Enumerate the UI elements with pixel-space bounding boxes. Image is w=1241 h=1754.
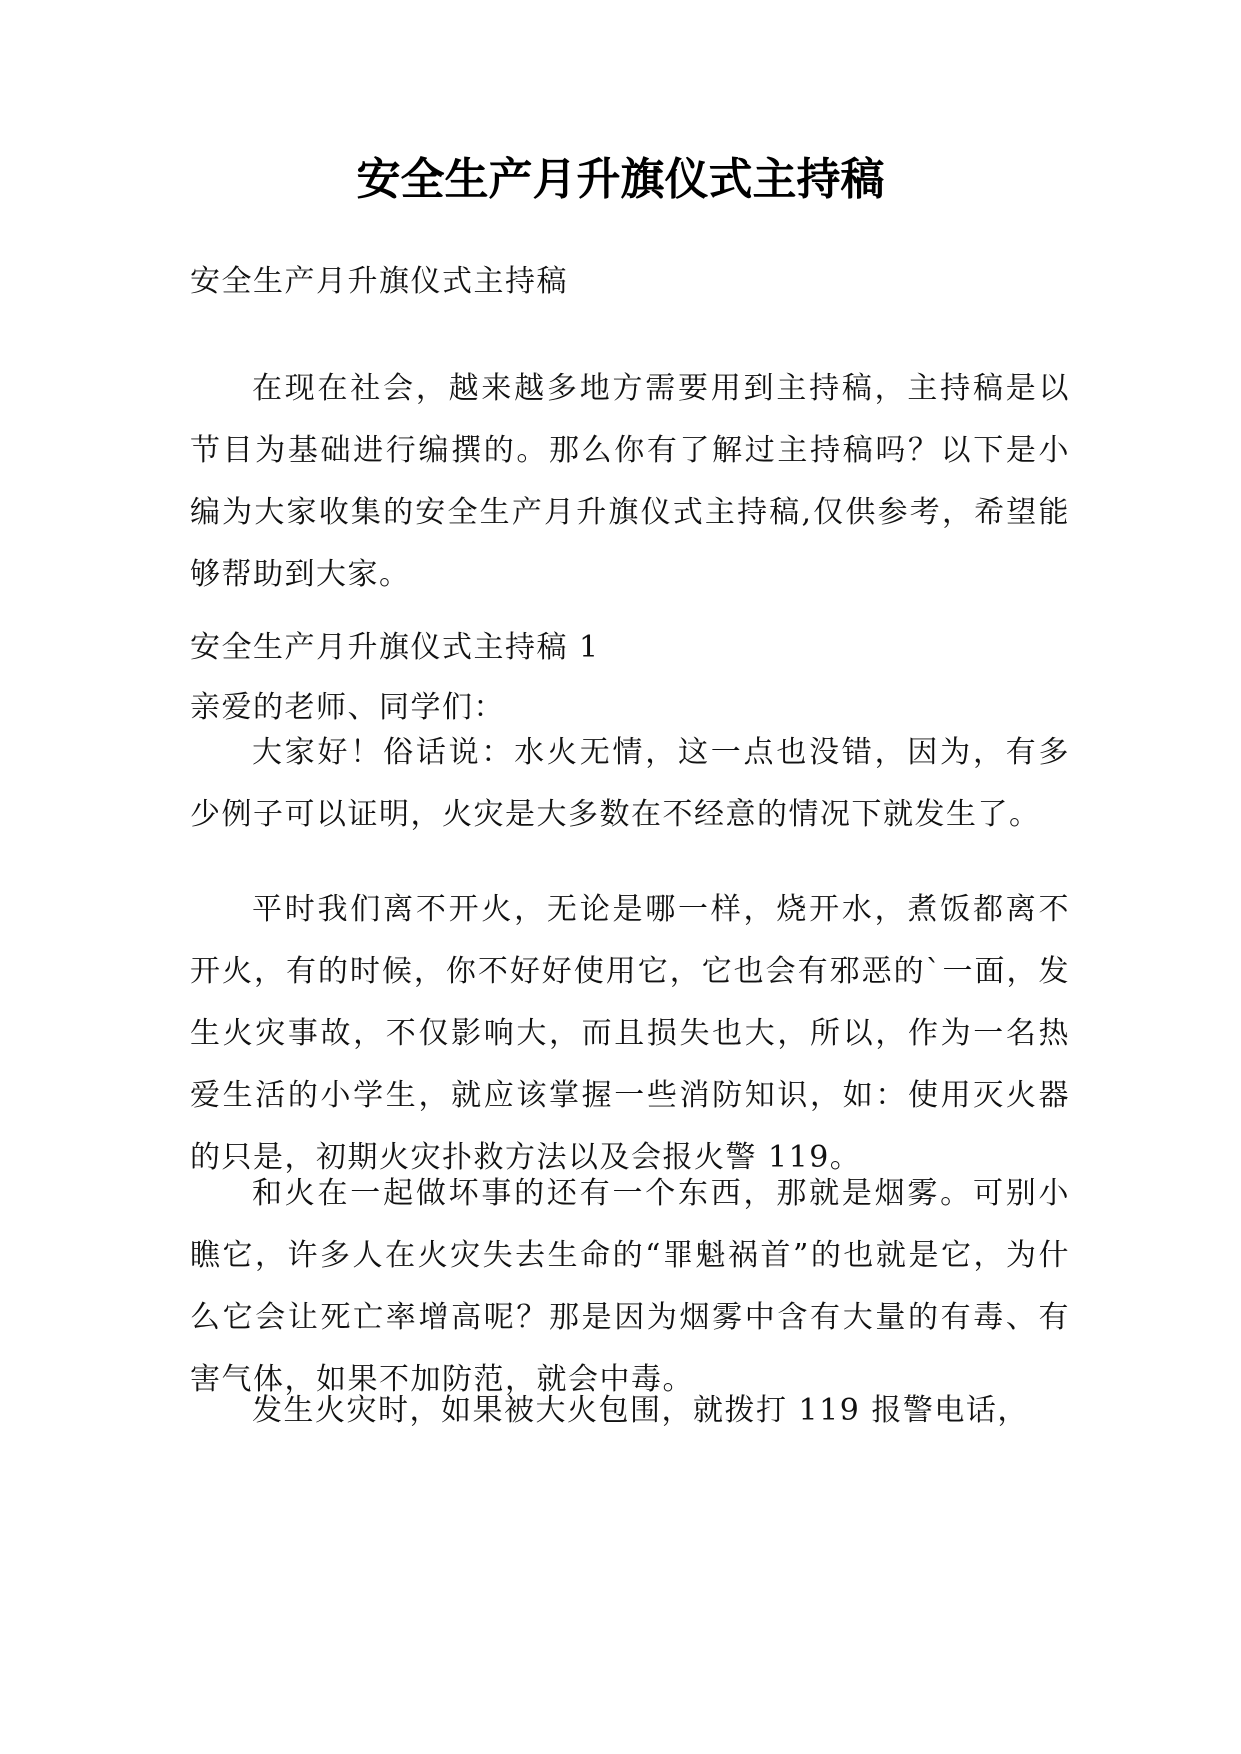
document-title: 安全生产月升旗仪式主持稿 (356, 154, 885, 205)
section-heading: 安全生产月升旗仪式主持稿 1 (190, 630, 600, 665)
body-paragraph: 和火在一起做坏事的还有一个东西，那就是烟雾。可别小瞧它，许多人在火灾失去生命的“罪魁祸首”的也就是它，为什么它会让死亡率增高呢？那是因为烟雾中含有大量的有毒、有害气体，如果不加防范，就会中毒。 (190, 1176, 1070, 1397)
intro-paragraph: 在现在社会，越来越多地方需要用到主持稿，主持稿是以节目为基础进行编撰的。那么你有了解过主持稿吗？以下是小编为大家收集的安全生产月升旗仪式主持稿,仅供参考，希望能够帮助到大家。 (190, 371, 1070, 592)
greeting: 亲爱的老师、同学们： (190, 690, 505, 725)
body-paragraph: 平时我们离不开火，无论是哪一样，烧开水，煮饭都离不开火，有的时候，你不好好使用它，它也会有邪恶的`一面，发生火灾事故，不仅影响大，而且损失也大，所以，作为一名热爱生活的小学生，就应该掌握一些消防知识，如：使用灭火器的只是，初期火灾扑救方法以及会报火警 119。 (190, 892, 1070, 1175)
document-subtitle: 安全生产月升旗仪式主持稿 (190, 264, 568, 299)
body-paragraph: 发生火灾时，如果被大火包围，就拨打 119 报警电话， (252, 1393, 1029, 1428)
body-paragraph: 大家好！俗话说：水火无情，这一点也没错，因为，有多少例子可以证明，火灾是大多数在不经意的情况下就发生了。 (190, 735, 1070, 832)
